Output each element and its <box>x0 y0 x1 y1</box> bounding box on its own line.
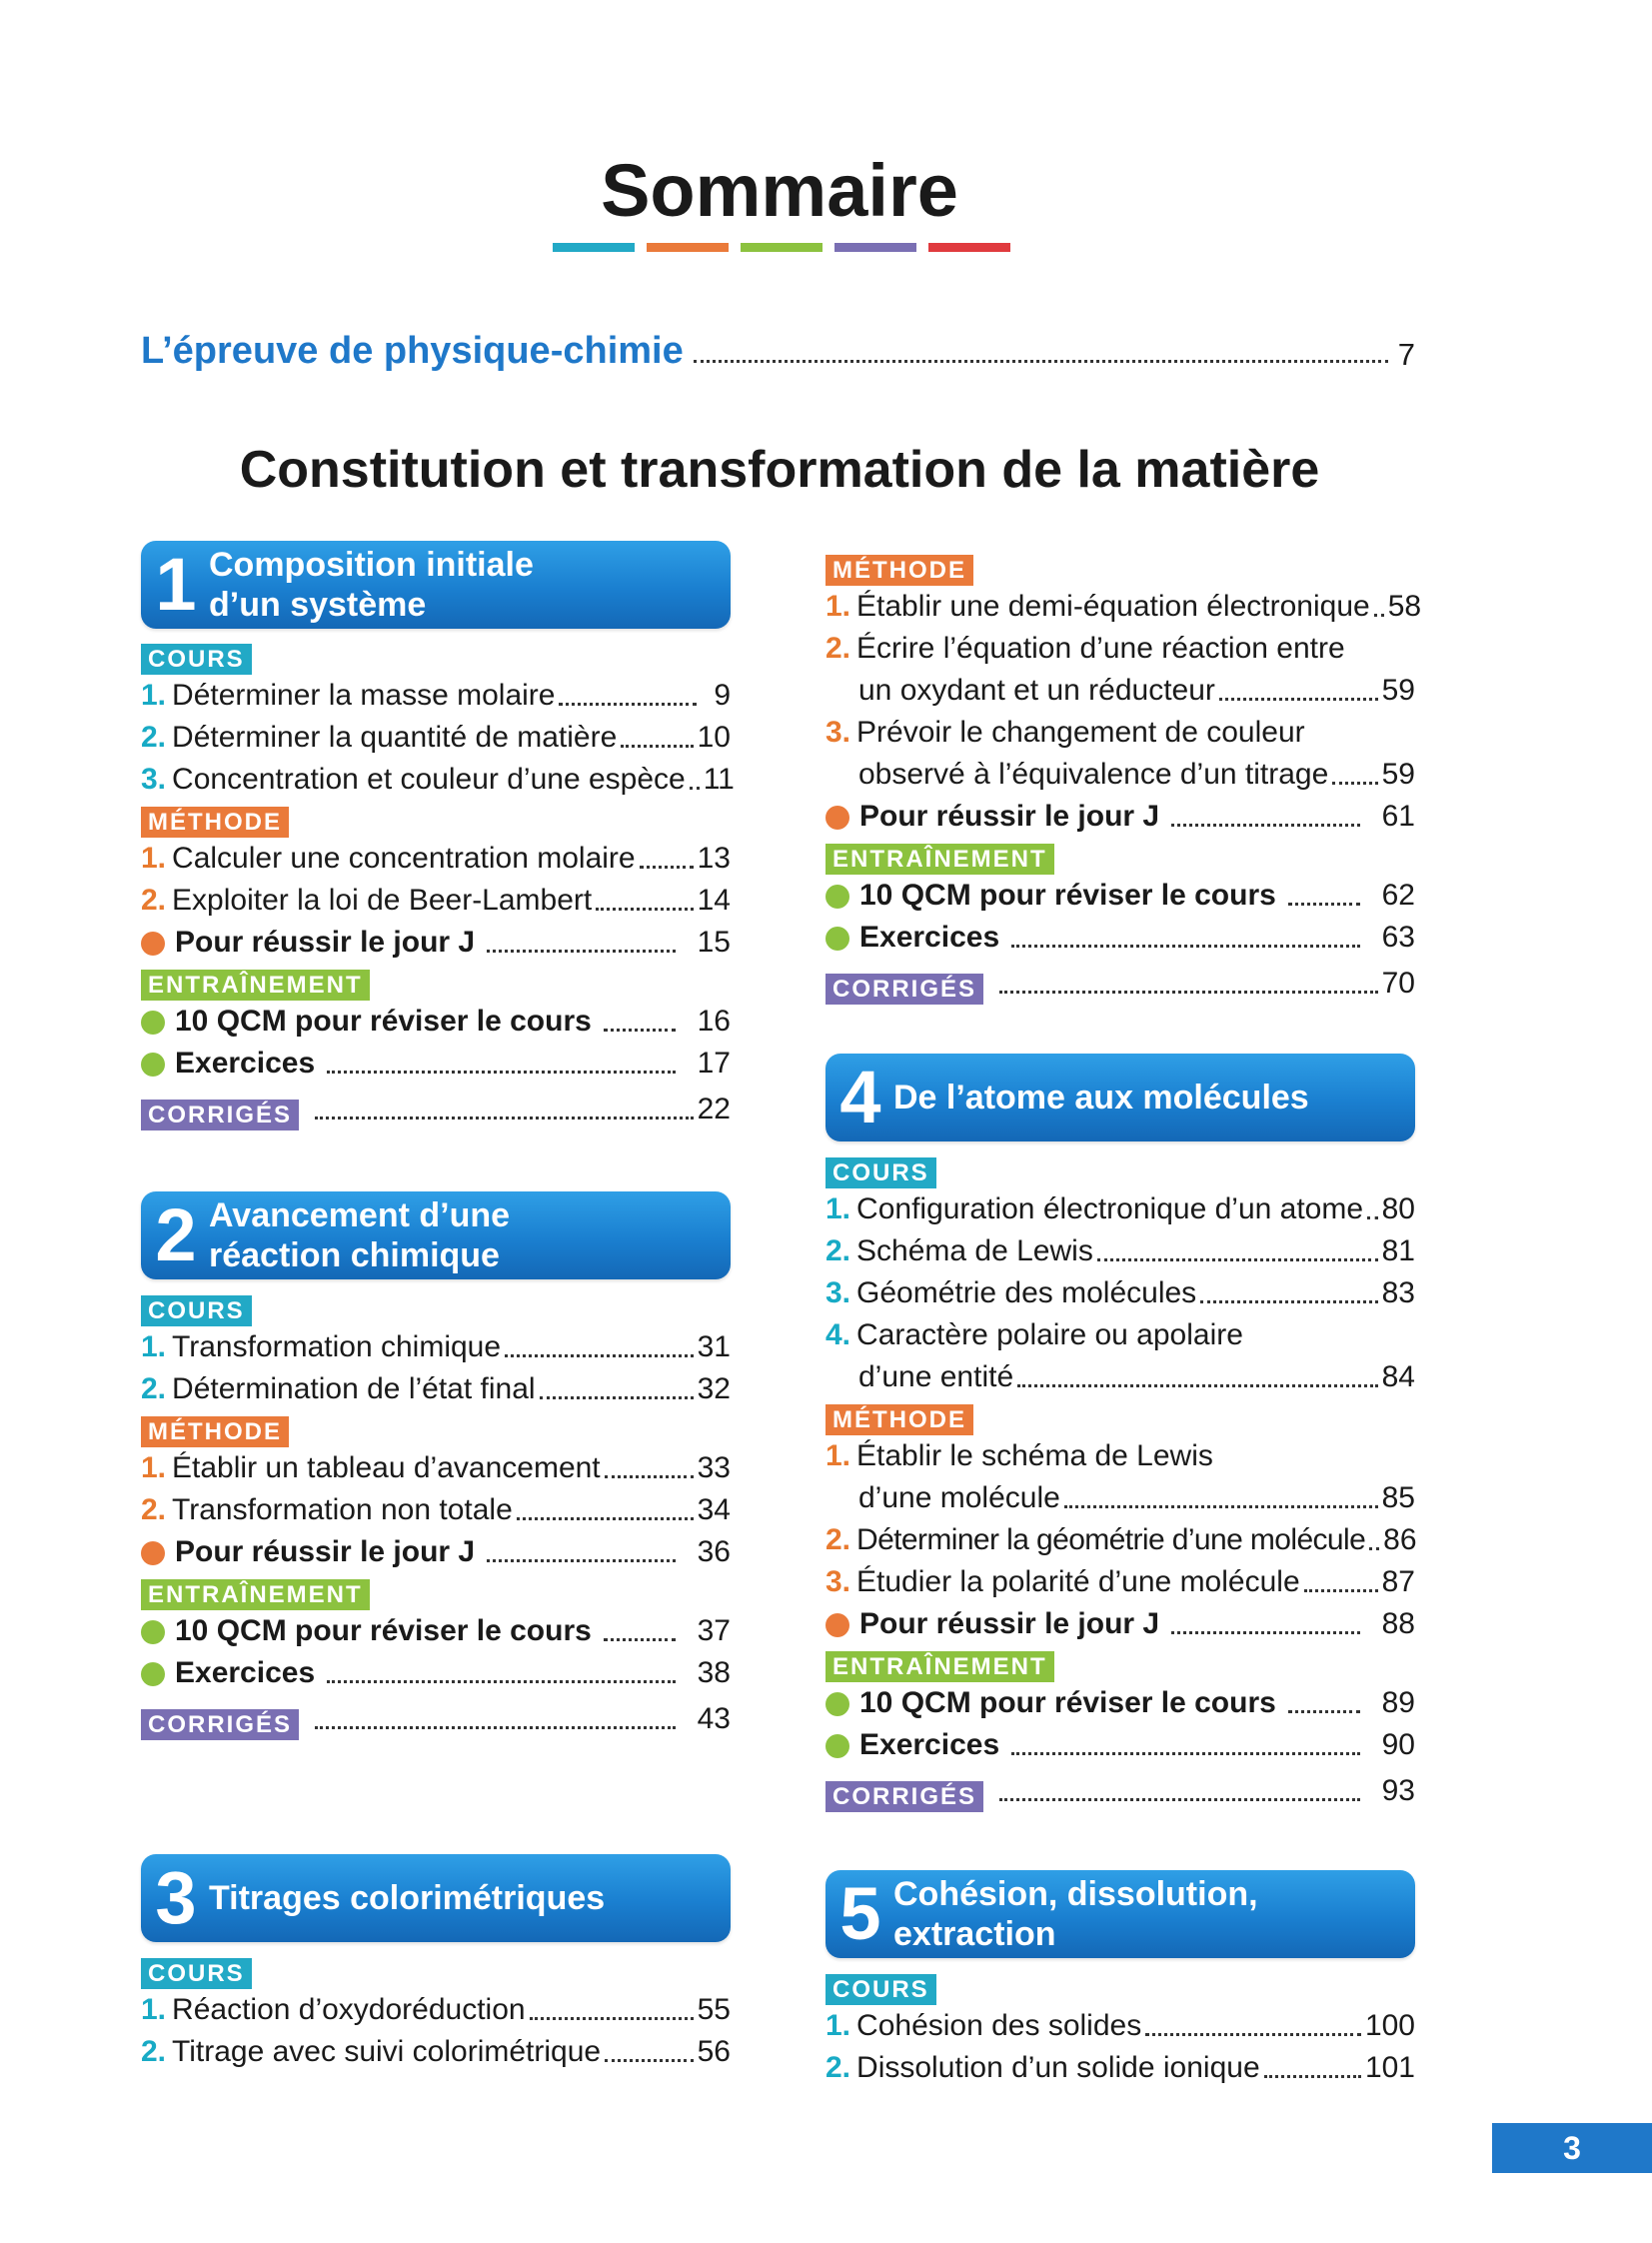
chapter-4 <box>826 1054 1415 1812</box>
page-ref: 101 <box>1364 2051 1415 2084</box>
item-number: 2. <box>826 1234 851 1267</box>
page-ref: 16 <box>697 1005 731 1038</box>
item-text: Pour réussir le jour J <box>175 926 476 959</box>
dot-leader <box>999 991 1378 994</box>
item-number: 2. <box>141 721 167 754</box>
item-text: 10 QCM pour réviser le cours <box>175 1614 592 1647</box>
corriges-tag: CORRIGÉS <box>826 974 983 1005</box>
item-number: 1. <box>826 2009 851 2042</box>
dot-leader <box>1369 1547 1379 1550</box>
page-title: Sommaire <box>601 149 958 232</box>
chapter-5-header[interactable] <box>826 1870 1415 1958</box>
toc-entry[interactable] <box>826 1770 1415 1812</box>
dot-leader <box>1017 1384 1377 1387</box>
accent-bar <box>647 243 729 252</box>
accent-bar <box>834 243 916 252</box>
orange-bullet-icon <box>826 1613 849 1637</box>
page-ref: 90 <box>1381 1728 1415 1761</box>
accent-bars <box>553 243 1010 252</box>
item-number: 4. <box>826 1318 851 1351</box>
green-bullet-icon <box>141 1053 165 1077</box>
page-ref: 22 <box>697 1093 731 1125</box>
item-text: Établir un tableau d’avancement <box>172 1451 601 1484</box>
methode-tag: MÉTHODE <box>826 555 973 586</box>
accent-bar <box>928 243 1010 252</box>
orange-bullet-icon <box>141 1541 165 1565</box>
dot-leader <box>999 1798 1360 1801</box>
dot-leader <box>1011 1752 1359 1755</box>
item-text: Prévoir le changement de couleur <box>856 716 1305 749</box>
dot-leader <box>559 703 697 706</box>
orange-bullet-icon <box>826 806 849 830</box>
toc-entry[interactable] <box>826 2005 1415 2047</box>
item-text: Cohésion des solides <box>856 2009 1142 2042</box>
green-bullet-icon <box>826 927 849 951</box>
item-text: Caractère polaire ou apolaire <box>856 1318 1243 1351</box>
item-text: Géométrie des molécules <box>856 1276 1197 1309</box>
item-text: un oxydant et un réducteur <box>858 674 1215 707</box>
toc-entry[interactable] <box>141 1326 731 1368</box>
page-ref: 31 <box>697 1330 731 1363</box>
item-text: Pour réussir le jour J <box>859 800 1160 833</box>
toc-entry[interactable] <box>826 796 1415 838</box>
corriges-tag: CORRIGÉS <box>141 1709 299 1740</box>
toc-entry[interactable] <box>141 880 731 922</box>
dot-leader <box>1374 614 1384 617</box>
methode-tag: MÉTHODE <box>141 1416 289 1447</box>
toc-entry[interactable] <box>826 1230 1415 1272</box>
page-ref: 62 <box>1381 879 1415 912</box>
page-ref: 81 <box>1381 1234 1415 1267</box>
green-bullet-icon <box>826 1692 849 1716</box>
item-text: Pour réussir le jour J <box>859 1607 1160 1640</box>
item-text: Dissolution d’un solide ionique <box>856 2051 1260 2084</box>
dot-leader <box>1264 2075 1361 2078</box>
item-text: Établir une demi-équation électronique <box>856 590 1370 623</box>
dot-leader <box>1200 1300 1377 1303</box>
chapter-number: 1 <box>155 543 197 626</box>
item-text: Pour réussir le jour J <box>175 1535 476 1568</box>
page-ref: 14 <box>697 884 731 917</box>
item-text: Établir le schéma de Lewis <box>856 1439 1213 1472</box>
chapter-4-header[interactable] <box>826 1054 1415 1141</box>
accent-bar <box>741 243 823 252</box>
item-number: 1. <box>826 1439 851 1472</box>
item-number: 2. <box>141 884 167 917</box>
green-bullet-icon <box>141 1620 165 1644</box>
green-bullet-icon <box>141 1011 165 1035</box>
chapter-number: 5 <box>839 1872 881 1955</box>
item-text: Exercices <box>859 921 1000 954</box>
dot-leader <box>487 1559 676 1562</box>
item-text: Exercices <box>859 1728 1000 1761</box>
chapter-2 <box>141 1191 731 1740</box>
entrainement-tag: ENTRAÎNEMENT <box>826 844 1054 875</box>
dot-leader <box>604 1029 676 1032</box>
toc-entry[interactable] <box>826 917 1415 959</box>
corriges-tag: CORRIGÉS <box>826 1781 983 1812</box>
cours-tag: COURS <box>141 1958 252 1989</box>
item-text: Exercices <box>175 1047 316 1080</box>
item-number: 3. <box>826 1565 851 1598</box>
toc-entry[interactable] <box>141 1698 731 1740</box>
dot-leader <box>1097 1258 1378 1261</box>
chapter-1-body <box>141 644 735 1130</box>
item-text: 10 QCM pour réviser le cours <box>859 1686 1276 1719</box>
dot-leader <box>327 1071 675 1074</box>
page-ref: 85 <box>1381 1481 1415 1514</box>
dot-leader <box>1145 2033 1361 2036</box>
chapter-number: 2 <box>155 1193 197 1276</box>
item-number: 1. <box>141 679 167 712</box>
section-title: Constitution et transformation de la matière <box>239 441 1320 499</box>
dot-leader <box>596 908 693 911</box>
item-text: 10 QCM pour réviser le cours <box>859 879 1276 912</box>
dot-leader <box>1288 1710 1360 1713</box>
cours-tag: COURS <box>826 1974 936 2005</box>
toc-entry[interactable] <box>141 838 731 880</box>
chapter-3-continued <box>826 555 1422 1005</box>
page-ref: 7 <box>1397 337 1415 372</box>
page-ref: 58 <box>1387 590 1422 623</box>
dot-leader <box>540 1396 694 1399</box>
page-ref: 37 <box>697 1614 731 1647</box>
chapter-number: 3 <box>155 1856 197 1939</box>
page-ref: 38 <box>697 1656 731 1689</box>
item-text: Déterminer la quantité de matière <box>172 721 618 754</box>
green-bullet-icon <box>826 885 849 909</box>
toc-entry-continuation[interactable] <box>826 1477 1415 1519</box>
toc-entry[interactable] <box>141 1447 731 1489</box>
item-number: 2. <box>141 2035 167 2068</box>
toc-entry[interactable] <box>826 1314 1415 1356</box>
dot-leader <box>640 866 694 869</box>
toc-entry-continuation[interactable] <box>826 670 1415 712</box>
chapter-5 <box>826 1870 1415 2089</box>
item-text: Configuration électronique d’un atome <box>856 1192 1364 1225</box>
page-ref: 87 <box>1381 1565 1415 1598</box>
dot-leader <box>505 1354 694 1357</box>
page-ref: 70 <box>1381 967 1415 1000</box>
page-ref: 34 <box>697 1493 731 1526</box>
dot-leader <box>315 1726 676 1729</box>
item-number: 1. <box>141 1451 167 1484</box>
toc-entry[interactable] <box>826 1435 1415 1477</box>
chapter-2-header[interactable] <box>141 1191 731 1279</box>
item-text: 10 QCM pour réviser le cours <box>175 1005 592 1038</box>
item-text: Transformation chimique <box>172 1330 502 1363</box>
toc-entry[interactable] <box>826 1682 1415 1724</box>
toc-entry-continuation[interactable] <box>826 1356 1415 1398</box>
toc-entry-label: L’épreuve de physique-chimie <box>141 330 684 372</box>
cours-tag: COURS <box>826 1157 936 1188</box>
toc-entry[interactable] <box>826 1188 1415 1230</box>
dot-leader <box>1011 945 1359 948</box>
methode-tag: MÉTHODE <box>141 807 289 838</box>
page-number: 3 <box>1492 2123 1652 2173</box>
methode-tag: MÉTHODE <box>826 1404 973 1435</box>
toc-entry-continuation[interactable] <box>826 754 1415 796</box>
page-ref: 43 <box>697 1702 731 1735</box>
item-number: 1. <box>141 1330 167 1363</box>
accent-bar <box>553 243 635 252</box>
page-ref: 9 <box>714 679 731 712</box>
toc-entry[interactable] <box>826 1724 1415 1766</box>
toc-entry[interactable] <box>141 1531 731 1573</box>
chapter-1-header[interactable] <box>141 541 731 629</box>
item-number: 2. <box>826 1523 851 1556</box>
dot-leader <box>1367 1216 1378 1219</box>
page-ref: 59 <box>1381 758 1415 791</box>
item-text: Déterminer la géométrie d’une molécule <box>856 1523 1366 1556</box>
item-text: Déterminer la masse molaire <box>172 679 556 712</box>
page-ref: 93 <box>1381 1774 1415 1807</box>
item-number: 1. <box>141 842 167 875</box>
page-ref: 33 <box>697 1451 731 1484</box>
item-text: d’une molécule <box>858 1481 1060 1514</box>
page-ref: 36 <box>697 1535 731 1568</box>
dot-leader <box>1304 1589 1378 1592</box>
page-ref: 61 <box>1381 800 1415 833</box>
dot-leader <box>694 360 1388 363</box>
toc-entry[interactable] <box>141 1368 731 1410</box>
entrainement-tag: ENTRAÎNEMENT <box>141 1579 370 1610</box>
page-ref: 10 <box>697 721 731 754</box>
chapter-title: Avancement d’une réaction chimique <box>209 1196 511 1274</box>
cours-tag: COURS <box>141 1295 252 1326</box>
item-text: Schéma de Lewis <box>856 1234 1093 1267</box>
toc-entry[interactable] <box>141 1989 731 2031</box>
toc-entry[interactable] <box>141 717 731 759</box>
dot-leader <box>1332 782 1377 785</box>
page-ref: 80 <box>1381 1192 1415 1225</box>
chapter-title: Titrages colorimétriques <box>209 1879 606 1917</box>
dot-leader <box>1171 824 1360 827</box>
page-ref: 56 <box>697 2035 731 2068</box>
dot-leader <box>1288 903 1360 906</box>
item-text: Détermination de l’état final <box>172 1372 536 1405</box>
item-text: Réaction d’oxydoréduction <box>172 1993 526 2026</box>
item-number: 1. <box>826 1192 851 1225</box>
toc-entry[interactable] <box>141 922 731 964</box>
page-ref: 89 <box>1381 1686 1415 1719</box>
toc-entry[interactable] <box>826 1272 1415 1314</box>
dot-leader <box>315 1117 694 1120</box>
orange-bullet-icon <box>141 932 165 956</box>
item-text: observé à l’équivalence d’un titrage <box>858 758 1329 791</box>
cours-tag: COURS <box>141 644 252 675</box>
toc-entry[interactable] <box>826 2047 1415 2089</box>
chapter-3 <box>141 1854 731 2073</box>
page-ref: 63 <box>1381 921 1415 954</box>
page-ref: 59 <box>1381 674 1415 707</box>
toc-entry[interactable] <box>141 1001 731 1043</box>
dot-leader <box>327 1680 675 1683</box>
item-number: 2. <box>141 1372 167 1405</box>
item-text: d’une entité <box>858 1360 1014 1393</box>
dot-leader <box>621 745 693 748</box>
item-text: Exploiter la loi de Beer-Lambert <box>172 884 593 917</box>
toc-entry[interactable] <box>826 628 1415 670</box>
toc-entry[interactable] <box>141 759 735 801</box>
page-ref: 13 <box>697 842 731 875</box>
toc-entry-epreuve[interactable] <box>141 330 1415 373</box>
page-ref: 32 <box>697 1372 731 1405</box>
toc-entry[interactable] <box>826 875 1415 917</box>
chapter-title: Cohésion, dissolution, extraction <box>893 1875 1258 1953</box>
dot-leader <box>1219 698 1378 701</box>
item-text: Étudier la polarité d’une molécule <box>856 1565 1300 1598</box>
item-text: Exercices <box>175 1656 316 1689</box>
page-ref: 83 <box>1381 1276 1415 1309</box>
chapter-3-header[interactable] <box>141 1854 731 1942</box>
page-ref: 86 <box>1383 1523 1417 1556</box>
toc-entry[interactable] <box>826 963 1415 1005</box>
dot-leader <box>604 1638 676 1641</box>
item-number: 2. <box>826 2051 851 2084</box>
dot-leader <box>605 1475 694 1478</box>
item-text: Concentration et couleur d’une espèce <box>172 763 686 796</box>
dot-leader <box>1171 1631 1360 1634</box>
dot-leader <box>517 1517 694 1520</box>
dot-leader <box>1064 1505 1378 1508</box>
dot-leader <box>690 787 700 790</box>
item-number: 1. <box>141 1993 167 2026</box>
entrainement-tag: ENTRAÎNEMENT <box>826 1651 1054 1682</box>
dot-leader <box>487 950 676 953</box>
toc-entry[interactable] <box>141 675 731 717</box>
dot-leader <box>530 2017 694 2020</box>
page-ref: 84 <box>1381 1360 1415 1393</box>
toc-entry[interactable] <box>826 1561 1415 1603</box>
toc-entry[interactable] <box>141 1089 731 1130</box>
page-ref: 11 <box>703 763 735 796</box>
chapter-title: Composition initiale d’un système <box>209 546 534 624</box>
green-bullet-icon <box>141 1662 165 1686</box>
green-bullet-icon <box>826 1734 849 1758</box>
item-number: 3. <box>826 1276 851 1309</box>
item-text: Calculer une concentration molaire <box>172 842 636 875</box>
item-number: 1. <box>826 590 851 623</box>
item-number: 3. <box>141 763 167 796</box>
page-ref: 15 <box>697 926 731 959</box>
page-ref: 55 <box>697 1993 731 2026</box>
corriges-tag: CORRIGÉS <box>141 1100 299 1130</box>
item-text: Transformation non totale <box>172 1493 513 1526</box>
item-number: 3. <box>826 716 851 749</box>
toc-entry[interactable] <box>826 712 1415 754</box>
toc-entry[interactable] <box>141 2031 731 2073</box>
toc-entry[interactable] <box>141 1489 731 1531</box>
page-ref: 88 <box>1381 1607 1415 1640</box>
item-text: Titrage avec suivi colorimétrique <box>172 2035 602 2068</box>
toc-entry[interactable] <box>141 1610 731 1652</box>
page-ref: 17 <box>697 1047 731 1080</box>
toc-entry[interactable] <box>826 1519 1415 1561</box>
item-text: Écrire l’équation d’une réaction entre <box>856 632 1345 665</box>
chapter-title: De l’atome aux molécules <box>893 1079 1309 1117</box>
dot-leader <box>605 2059 694 2062</box>
entrainement-tag: ENTRAÎNEMENT <box>141 970 370 1001</box>
toc-entry[interactable] <box>141 1652 731 1694</box>
item-number: 2. <box>826 632 851 665</box>
toc-entry[interactable] <box>826 586 1422 628</box>
toc-entry[interactable] <box>141 1043 731 1085</box>
chapter-number: 4 <box>839 1056 881 1138</box>
toc-entry[interactable] <box>826 1603 1415 1645</box>
item-number: 2. <box>141 1493 167 1526</box>
page-ref: 100 <box>1364 2009 1415 2042</box>
